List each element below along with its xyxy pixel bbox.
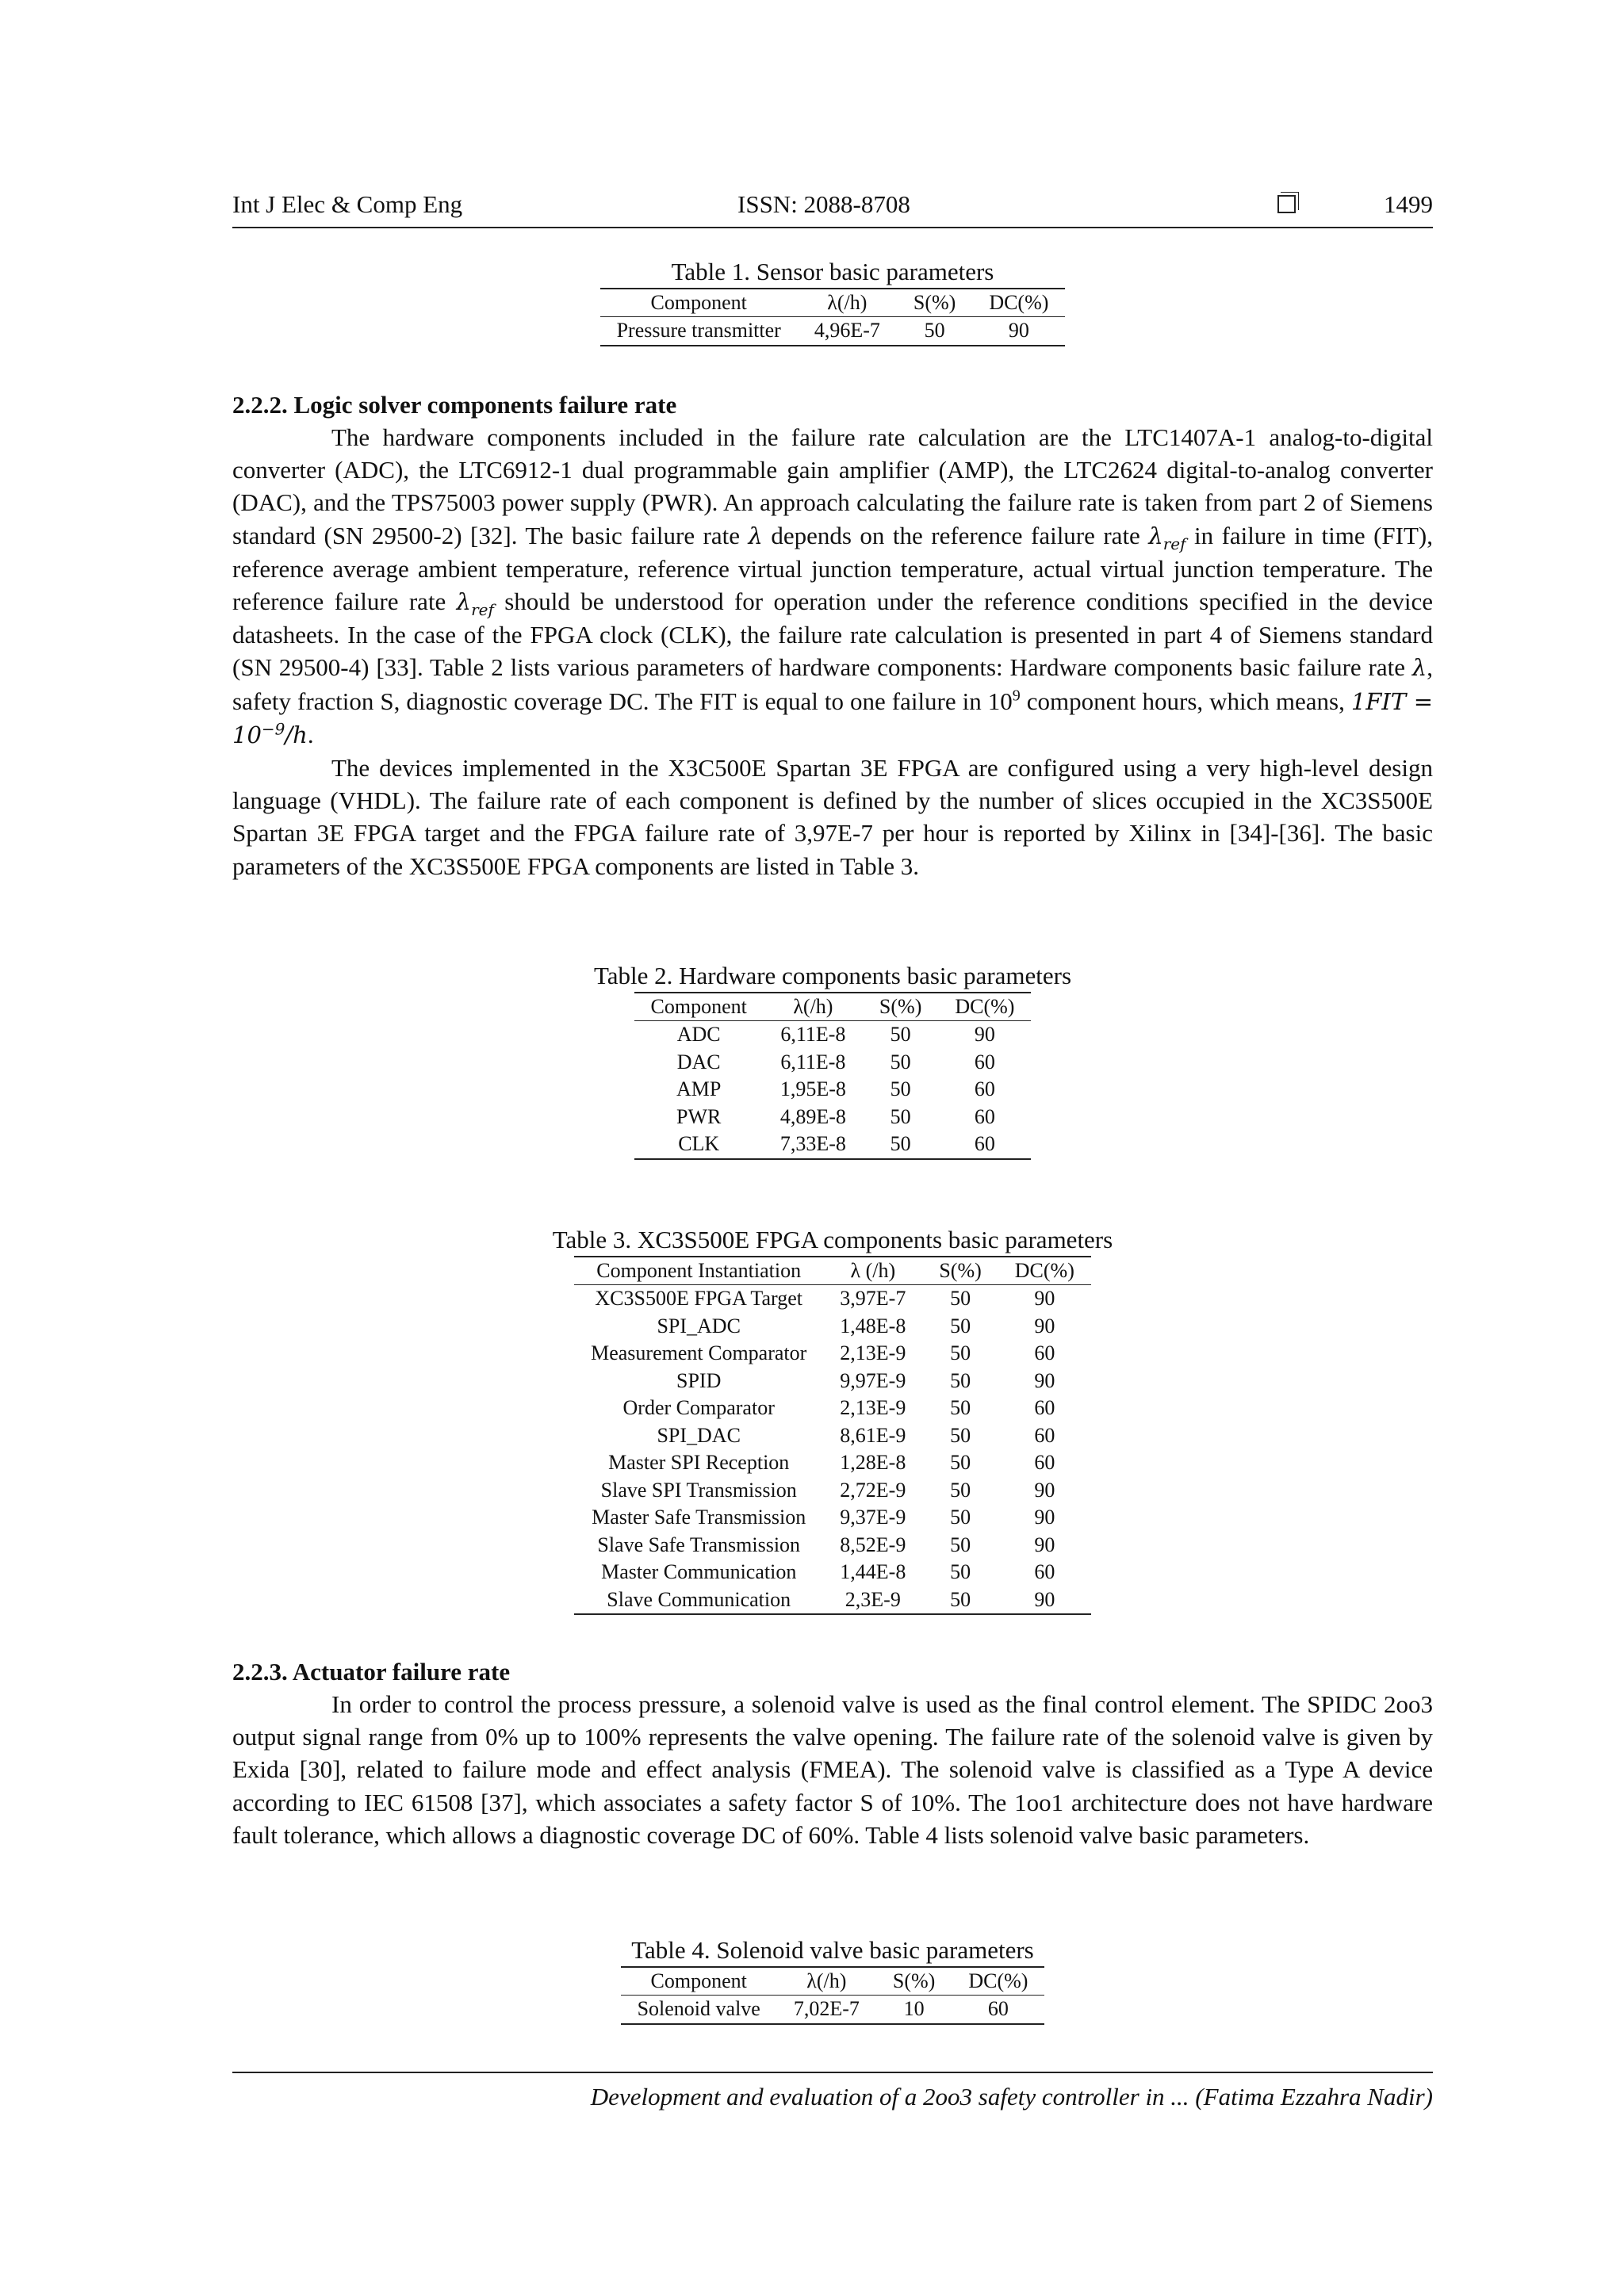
- table-row: [574, 1559, 1091, 1586]
- paragraph: The hardware components included in the failure rate calculation are the LTC1407A-1 analog-to-digital converter (ADC), the LTC6912-1 dual programmable gain amplifier (AMP), the LTC2624 digital-to-analog converter (DAC), and the TPS75003 power supply (PWR). An approach calculating the failure rate is taken from part 2 of Siemens standard (SN 29500-2) [32]. The basic failure rate λ depends on the reference failure rate $\lambda_{ref}$ in failure in time (FIT), reference average ambient temperature, reference virtual junction temperature, actual virtual junction temperature. The reference failure rate $\lambda_{ref}$ should be understood for operation under the reference conditions specified in the device datasheets. In the case of the FPGA clock (CLK), the failure rate calculation is presented in part 4 of Siemens standard (SN 29500-4) [33]. Table 2 lists various parameters of hardware components: Hardware components basic failure rate λ, safety fraction S, diagnostic coverage DC. The FIT is equal to one failure in $10^9$ component hours, which means, $1FIT = 10^{-9}/h$.: [232, 423, 1434, 748]
- table-cell: 50: [950, 1341, 971, 1364]
- table-cell: 90: [1034, 1314, 1055, 1337]
- table-cell: SPI_ADC: [657, 1314, 741, 1337]
- square-icon: [1277, 195, 1296, 213]
- table-1-block: [232, 256, 1433, 346]
- table-cell: SPI_DAC: [657, 1423, 741, 1447]
- table-cell: 50: [950, 1506, 971, 1529]
- column-header: λ(/h): [777, 1967, 876, 1996]
- table-cell: 1,48E-8: [840, 1314, 906, 1337]
- table-cell: Slave SPI Transmission: [600, 1478, 797, 1502]
- table-cell: 90: [998, 1586, 1091, 1615]
- table-row: [574, 1586, 1091, 1615]
- table-cell: 50: [863, 1131, 938, 1159]
- table-cell: 50: [950, 1423, 971, 1447]
- table-3-block: [232, 1224, 1433, 1615]
- table-cell: 60: [1034, 1341, 1055, 1364]
- section-heading: 2.2.2. Logic solver components failure rate: [232, 391, 677, 419]
- table-4-block: [232, 1934, 1433, 2025]
- table-cell: 6,11E-8: [780, 1050, 846, 1073]
- column-header: Component: [621, 1967, 777, 1996]
- table-3-caption: Table 3. XC3S500E FPGA components basic parameters: [552, 1226, 1113, 1253]
- column-header: DC(%): [938, 993, 1031, 1021]
- table-cell: XC3S500E FPGA Target: [595, 1287, 802, 1310]
- table-cell: 2,3E-9: [823, 1586, 922, 1615]
- table-cell: 10: [876, 1996, 952, 2024]
- table-cell: 60: [974, 1077, 995, 1100]
- table-2: [634, 992, 1032, 1160]
- column-header: λ(/h): [764, 993, 863, 1021]
- table-row: [574, 1340, 1091, 1368]
- journal-name: Int J Elec & Comp Eng: [232, 190, 463, 218]
- table-cell: 50: [950, 1314, 971, 1337]
- table-cell: Master SPI Reception: [608, 1451, 790, 1474]
- column-header: λ(/h): [798, 289, 897, 317]
- table-cell: 90: [972, 317, 1065, 346]
- table-row: [634, 1131, 1032, 1159]
- table-cell: 90: [1034, 1478, 1055, 1502]
- column-header: S(%): [922, 1257, 998, 1285]
- column-header: Component Instantiation: [574, 1257, 823, 1285]
- table-row: [634, 1021, 1032, 1049]
- table-cell: 2,72E-9: [840, 1478, 906, 1502]
- table-row: [574, 1449, 1091, 1477]
- table-1-caption: Table 1. Sensor basic parameters: [671, 258, 994, 285]
- column-header: λ (/h): [823, 1257, 922, 1285]
- table-cell: Measurement Comparator: [591, 1341, 807, 1364]
- table-cell: 60: [974, 1050, 995, 1073]
- table-cell: 90: [1034, 1533, 1055, 1556]
- table-cell: 50: [890, 1104, 911, 1128]
- table-row: [574, 1368, 1091, 1395]
- table-cell: 6,11E-8: [780, 1023, 846, 1046]
- table-cell: 50: [897, 317, 972, 346]
- table-cell: 90: [974, 1023, 995, 1046]
- table-4: [621, 1966, 1045, 2025]
- column-header: DC(%): [998, 1257, 1091, 1285]
- table-row: [621, 1996, 1045, 2024]
- column-header: S(%): [876, 1967, 952, 1996]
- table-cell: 90: [1034, 1506, 1055, 1529]
- table-cell: 3,97E-7: [840, 1287, 906, 1310]
- table-cell: 50: [950, 1560, 971, 1583]
- table-cell: 9,37E-9: [840, 1506, 906, 1529]
- column-header: DC(%): [972, 289, 1065, 317]
- paragraph: In order to control the process pressure, a solenoid valve is used as the final control element. The SPIDC 2oo3 output signal range from 0% up to 100% represents the valve opening. The failure rate of the solenoid valve is given by Exida [30], related to failure mode and effect analysis (FMEA). The solenoid valve is classified as a Type A device according to IEC 61508 [37], which associates a safety factor S of 10%. The 1oo1 architecture does not have hardware fault tolerance, which allows a diagnostic coverage DC of 60%. Table 4 lists solenoid valve basic parameters.: [232, 1690, 1433, 1849]
- table-cell: 90: [1034, 1287, 1055, 1310]
- table-2-caption: Table 2. Hardware components basic parameters: [593, 962, 1072, 989]
- column-header: Component: [634, 993, 764, 1021]
- table-cell: 50: [922, 1586, 998, 1615]
- table-row: [574, 1395, 1091, 1422]
- table-row: [574, 1285, 1091, 1313]
- table-1: [600, 288, 1066, 346]
- running-header: [232, 190, 1433, 228]
- table-row: [574, 1504, 1091, 1532]
- table-cell: 60: [1034, 1423, 1055, 1447]
- table-row: [574, 1477, 1091, 1505]
- column-header: DC(%): [952, 1967, 1044, 1996]
- table-row: [574, 1422, 1091, 1450]
- table-cell: 50: [890, 1077, 911, 1100]
- table-cell: 8,52E-9: [840, 1533, 906, 1556]
- table-cell: 50: [890, 1050, 911, 1073]
- table-cell: 4,89E-8: [779, 1104, 846, 1128]
- table-cell: 50: [890, 1023, 911, 1046]
- table-cell: 50: [950, 1533, 971, 1556]
- column-header: S(%): [863, 993, 938, 1021]
- table-cell: 1,28E-8: [840, 1451, 906, 1474]
- table-cell: 60: [952, 1996, 1044, 2024]
- table-cell: Pressure transmitter: [600, 317, 798, 346]
- issn: ISSN: 2088-8708: [737, 190, 910, 218]
- table-cell: 2,13E-9: [840, 1341, 906, 1364]
- table-row: [634, 1049, 1032, 1077]
- table-4-caption: Table 4. Solenoid valve basic parameters: [631, 1936, 1034, 1964]
- table-cell: ADC: [676, 1023, 721, 1046]
- table-cell: 60: [1034, 1396, 1055, 1419]
- table-cell: Solenoid valve: [621, 1996, 777, 2024]
- table-row: [634, 1076, 1032, 1104]
- section-heading: 2.2.3. Actuator failure rate: [232, 1658, 511, 1686]
- table-row: [574, 1313, 1091, 1341]
- table-cell: Master Communication: [601, 1560, 797, 1583]
- table-cell: SPID: [676, 1368, 722, 1392]
- table-cell: 50: [950, 1396, 971, 1419]
- table-cell: 50: [950, 1368, 971, 1392]
- table-cell: 50: [950, 1478, 971, 1502]
- table-cell: 7,33E-8: [764, 1131, 863, 1159]
- table-cell: 4,96E-7: [798, 317, 897, 346]
- column-header: S(%): [897, 289, 972, 317]
- section-2-2-2: [232, 388, 1433, 882]
- table-row: [574, 1532, 1091, 1559]
- table-cell: 8,61E-9: [840, 1423, 906, 1447]
- table-cell: 60: [1034, 1560, 1055, 1583]
- table-cell: DAC: [676, 1050, 721, 1073]
- table-row: [600, 317, 1066, 346]
- column-header: Component: [600, 289, 798, 317]
- table-cell: 1,44E-8: [840, 1560, 906, 1583]
- table-3: [574, 1256, 1091, 1615]
- table-2-block: [232, 960, 1433, 1160]
- table-cell: 50: [950, 1451, 971, 1474]
- table-cell: Slave Communication: [574, 1586, 823, 1615]
- table-cell: 2,13E-9: [840, 1396, 906, 1419]
- section-2-2-3: [232, 1655, 1433, 1851]
- table-cell: CLK: [634, 1131, 764, 1159]
- table-cell: Master Safe Transmission: [592, 1506, 806, 1529]
- table-cell: 1,95E-8: [779, 1077, 846, 1100]
- table-cell: 60: [1034, 1451, 1055, 1474]
- running-footer: Development and evaluation of a 2oo3 safety controller in ... (Fatima Ezzahra Nadir): [232, 2072, 1433, 2111]
- table-row: [634, 1104, 1032, 1131]
- table-cell: 9,97E-9: [840, 1368, 906, 1392]
- page-number: 1499: [1384, 190, 1433, 218]
- table-cell: PWR: [676, 1104, 722, 1128]
- table-cell: Order Comparator: [622, 1396, 775, 1419]
- table-cell: Slave Safe Transmission: [597, 1533, 801, 1556]
- table-cell: 50: [950, 1287, 971, 1310]
- table-cell: 60: [974, 1104, 995, 1128]
- table-cell: 90: [1034, 1368, 1055, 1392]
- table-cell: AMP: [676, 1077, 722, 1100]
- table-cell: 7,02E-7: [777, 1996, 876, 2024]
- paragraph: The devices implemented in the X3C500E Spartan 3E FPGA are configured using a very high-level design language (VHDL). The failure rate of each component is defined by the number of slices occupied in the XC3S500E Spartan 3E FPGA target and the FPGA failure rate of 3,97E-7 per hour is reported by Xilinx in [34]-[36]. The basic parameters of the XC3S500E FPGA components are listed in Table 3.: [232, 754, 1433, 880]
- table-cell: 60: [938, 1131, 1031, 1159]
